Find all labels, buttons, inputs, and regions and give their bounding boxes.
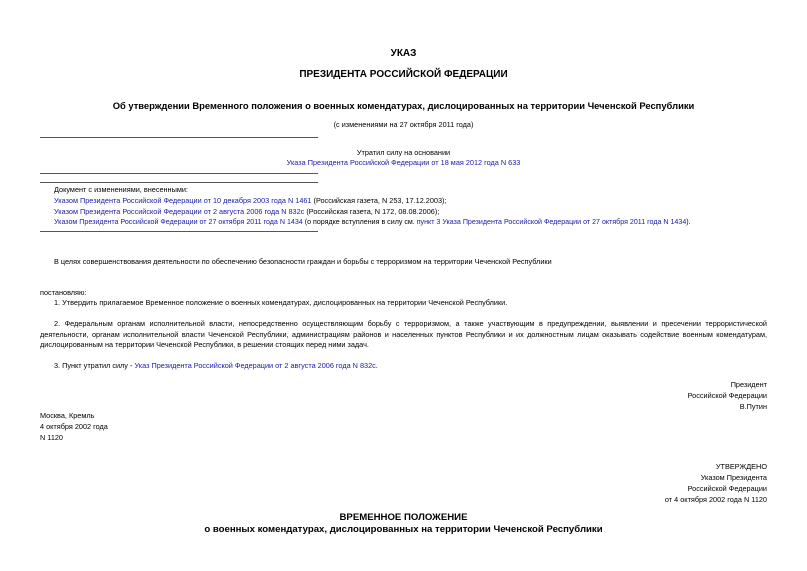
change-note-end: ). [686, 218, 691, 226]
change-item [54, 196, 446, 206]
approval-label: УТВЕРЖДЕНО [715, 462, 767, 471]
approval-by: Указом Президента [700, 473, 767, 482]
annex-subtitle: о военных комендатурах, дислоцированных на территории Чеченской Республики [204, 524, 603, 535]
separator-rule [40, 173, 318, 174]
separator-rule [40, 137, 318, 138]
decree-word: постановляю: [40, 288, 87, 297]
issuer-title: ПРЕЗИДЕНТА РОССИЙСКОЙ ФЕДЕРАЦИИ [299, 69, 508, 80]
change-note: (Российская газета, N 253, 17.12.2003); [311, 196, 447, 205]
paragraph-3-end: . [375, 361, 378, 370]
change-link[interactable]: Указом Президента Российской Федерации от 10 декабря 2003 года N 1461 [54, 196, 312, 205]
approval-block [665, 461, 767, 505]
signature-country: Российской Федерации [687, 391, 767, 400]
preamble: В целях совершенствования деятельности по обеспечению безопасности граждан и борьбы с терроризмом на территории Чеченской Республики [54, 257, 552, 266]
place-date-block [40, 410, 108, 443]
revision-note: (с изменениями на 27 октября 2011 года) [333, 120, 474, 129]
decree-label: УКАЗ [390, 48, 417, 59]
expired-basis-link[interactable]: Указа Президента Российской Федерации от 18 мая 2012 года N 633 [286, 158, 521, 167]
signature-name: В.Путин [739, 402, 767, 411]
change-item [54, 217, 691, 227]
signature-title: Президент [730, 380, 767, 389]
approval-date: от 4 октября 2002 года N 1120 [664, 495, 767, 504]
paragraph-3-text: 3. Пункт утратил силу - [54, 361, 135, 370]
change-reference-link[interactable]: пункт 3 Указа Президента Российской Федерации от 27 октября 2011 года N 1434 [416, 218, 687, 226]
change-link[interactable]: Указом Президента Российской Федерации от 2 августа 2006 года N 832с [54, 207, 305, 216]
paragraph-3 [54, 361, 378, 371]
repeal-link[interactable]: Указ Президента Российской Федерации от 2 августа 2006 года N 832с [134, 361, 376, 370]
date: 4 октября 2002 года [40, 422, 108, 431]
expired-notice: Утратил силу на основании [356, 148, 451, 157]
changes-intro: Документ с изменениями, внесенными: [54, 185, 188, 194]
paragraph-1: 1. Утвердить прилагаемое Временное положение о военных комендатурах, дислоцированных на территории Чеченской Республики. [54, 298, 508, 307]
change-link[interactable]: Указом Президента Российской Федерации от 27 октября 2011 года N 1434 [54, 218, 303, 226]
signature-block [688, 379, 767, 412]
change-item [54, 207, 439, 217]
decree-number: N 1120 [40, 433, 63, 442]
approval-country: Российской Федерации [687, 484, 767, 493]
change-note: (Российская газета, N 172, 08.08.2006); [304, 207, 440, 216]
place: Москва, Кремль [40, 411, 95, 420]
document-title: Об утверждении Временного положения о военных комендатурах, дислоцированных на территории Чеченской Республики [112, 100, 695, 111]
annex-title: ВРЕМЕННОЕ ПОЛОЖЕНИЕ [339, 512, 468, 523]
paragraph-2: 2. Федеральным органам исполнительной власти, непосредственно осуществляющим борьбу с терроризмом, а также участвующим в предупреждении, выявлении и пресечении террористической деятельности, органам исполнительной власти Чеченской Республики, администрациям районов и населенных пунктов Республики и их должностным лицам оказывать содействие военным комендатурам, дислоцированным на территории Чеченской Республики, в решении стоящих перед ними задач. [40, 319, 767, 349]
change-note: (о порядке вступления в силу см. [302, 218, 417, 226]
separator-rule [40, 231, 318, 232]
separator-rule [40, 182, 318, 183]
